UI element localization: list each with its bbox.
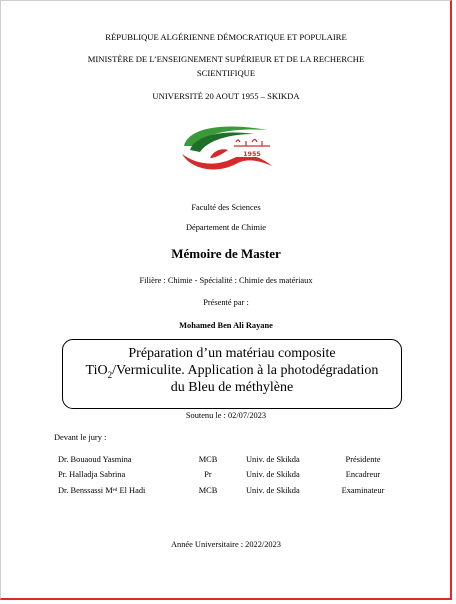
faculty-name: Faculté des Sciences	[191, 203, 261, 212]
university-heading: UNIVERSITÉ 20 AOUT 1955 – SKIKDA	[152, 91, 300, 101]
jury-member-role: Encadreur	[345, 470, 381, 479]
jury-row	[0, 485, 452, 497]
thesis-title-box	[62, 339, 402, 409]
jury-row	[0, 469, 452, 481]
presented-by-label: Présenté par :	[203, 298, 249, 307]
jury-member-grade: MCB	[198, 455, 218, 464]
jury-member-role: Examinateur	[341, 486, 385, 495]
ministry-heading-line1: MINISTÈRE DE L’ENSEIGNEMENT SUPÉRIEUR ET DE LA RECHERCHE	[87, 54, 365, 64]
academic-year: Année Universitaire : 2022/2023	[170, 540, 281, 549]
thesis-formula: TiO	[85, 363, 108, 378]
jury-row	[0, 454, 452, 466]
department-name: Département de Chimie	[185, 223, 266, 232]
jury-member-name: Pr. Halladja Sabrina	[58, 470, 126, 479]
thesis-formula-subscript: 2	[107, 369, 113, 380]
thesis-title-line2	[63, 362, 401, 379]
jury-member-name: Dr. Benssassi Mᵉᵈ El Hadi	[58, 486, 146, 495]
logo-year-text: 1955	[243, 150, 261, 158]
jury-member-university: Univ. de Skikda	[246, 486, 300, 495]
filiere-specialite: Filière : Chimie - Spécialité : Chimie des matériaux	[139, 276, 313, 285]
jury-member-university: Univ. de Skikda	[246, 470, 300, 479]
republic-heading: RÉPUBLIQUE ALGÉRIENNE DÉMOCRATIQUE ET POPULAIRE	[105, 32, 347, 42]
jury-member-university: Univ. de Skikda	[246, 455, 300, 464]
document-title: Mémoire de Master	[171, 246, 281, 261]
jury-member-name: Dr. Bouaoud Yasmina	[58, 455, 132, 464]
thesis-title-line3: du Bleu de méthylène	[170, 380, 294, 395]
author-name: Mohamed Ben Ali Rayane	[179, 321, 273, 330]
jury-member-grade: MCB	[198, 486, 218, 495]
defense-date: Soutenu le : 02/07/2023	[185, 411, 267, 420]
thesis-title-line1: Préparation d’un matériau composite	[128, 346, 336, 361]
jury-member-grade: Pr	[204, 470, 212, 479]
jury-label: Devant le jury :	[54, 433, 107, 442]
jury-member-role: Présidente	[345, 455, 381, 464]
ministry-heading-line2: SCIENTIFIQUE	[196, 68, 256, 78]
thesis-title-line2-rest: /Vermiculite. Application à la photodégradation	[112, 363, 379, 378]
university-logo-icon	[176, 120, 280, 176]
